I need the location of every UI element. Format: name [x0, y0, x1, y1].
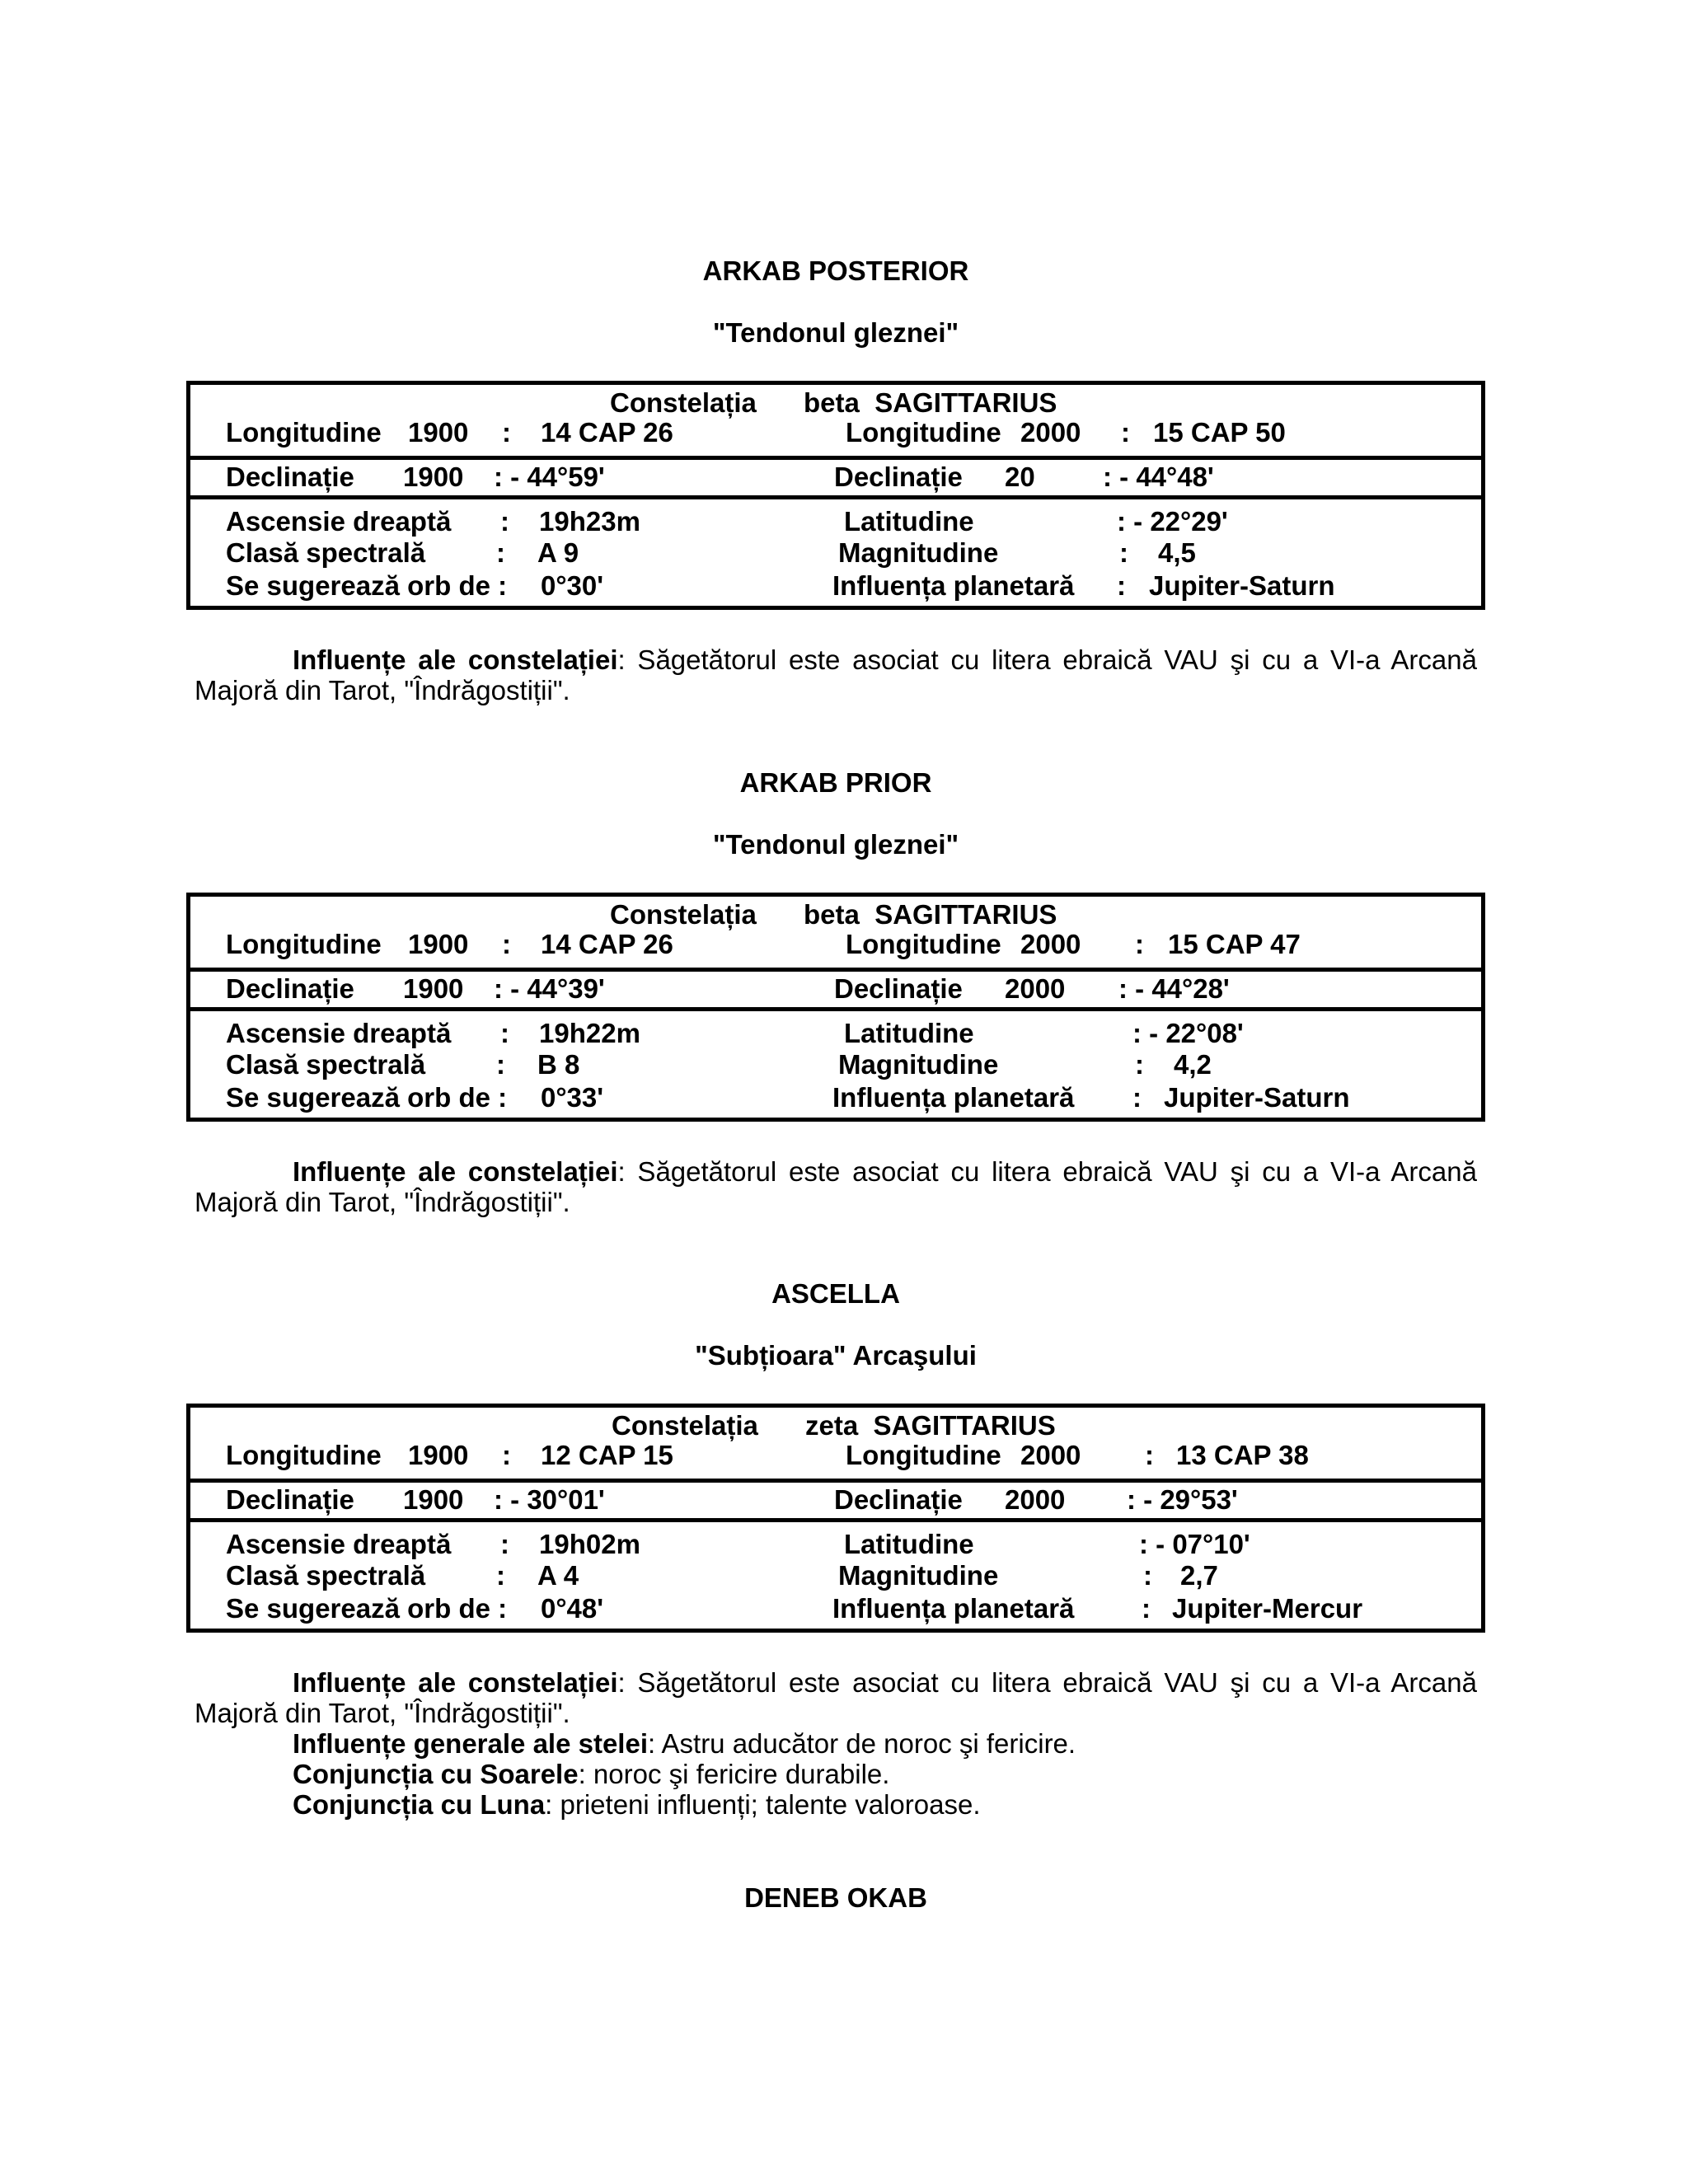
table-divider: [190, 456, 1481, 460]
constellation-value: beta SAGITTARIUS: [804, 899, 1057, 930]
constellation-label: Constelația: [612, 1410, 758, 1441]
longitude-2000-label: Longitudine: [846, 1440, 1001, 1470]
magnitude-value: 2,7: [1180, 1560, 1218, 1591]
longitude-1900-separator: :: [502, 1440, 511, 1470]
declination-1900-value: : - 44°59': [494, 462, 605, 492]
note-label: Influențe ale constelației: [293, 644, 618, 675]
right-ascension-value: 19h22m: [539, 1018, 640, 1048]
right-ascension-label: Ascensie dreaptă: [226, 1529, 452, 1559]
declination-2000-year: 20: [1005, 462, 1035, 492]
declination-2000-label: Declinație: [834, 973, 963, 1004]
note-text: : prieteni influenți; talente valoroase.: [545, 1789, 981, 1820]
magnitude-label: Magnitudine: [838, 537, 999, 568]
longitude-1900-separator: :: [502, 417, 511, 448]
spectral-class-separator: :: [496, 1560, 505, 1591]
longitude-2000-label: Longitudine: [846, 417, 1001, 448]
declination-1900-year: 1900: [403, 462, 464, 492]
table-divider: [190, 1007, 1481, 1011]
right-ascension-value: 19h23m: [539, 506, 640, 537]
planetary-influence-separator: :: [1117, 570, 1126, 601]
magnitude-value: 4,2: [1174, 1049, 1212, 1080]
star-notes: [195, 1156, 1477, 1217]
declination-2000-label: Declinație: [834, 1484, 963, 1515]
planetary-influence-label: Influența planetară: [832, 1593, 1075, 1624]
right-ascension-value: 19h02m: [539, 1529, 640, 1559]
planetary-influence-value: Jupiter-Saturn: [1149, 570, 1335, 601]
longitude-1900-separator: :: [502, 929, 511, 959]
latitude-label: Latitudine: [844, 1529, 974, 1559]
spectral-class-label: Clasă spectrală: [226, 537, 426, 568]
right-ascension-separator: :: [500, 1529, 509, 1559]
longitude-1900-year: 1900: [408, 417, 469, 448]
constellation-value: zeta SAGITTARIUS: [805, 1410, 1056, 1441]
spectral-class-label: Clasă spectrală: [226, 1049, 426, 1080]
longitude-1900-value: 14 CAP 26: [541, 929, 673, 959]
orb-label: Se sugerează orb de :: [226, 1593, 508, 1624]
magnitude-label: Magnitudine: [838, 1049, 999, 1080]
longitude-2000-label: Longitudine: [846, 929, 1001, 959]
latitude-label: Latitudine: [844, 1018, 974, 1048]
latitude-value: : - 22°29': [1117, 506, 1228, 537]
note-text: : Săgetătorul este asociat cu litera ebraică VAU şi cu a VI-a Arcană Majoră din Tarot, "Îndrăgostiții".: [195, 1667, 1477, 1728]
magnitude-separator: :: [1119, 537, 1128, 568]
declination-2000-label: Declinație: [834, 462, 963, 492]
longitude-2000-value: 13 CAP 38: [1176, 1440, 1309, 1470]
note-paragraph: [195, 1728, 1477, 1759]
star-subtitle: "Subțioara" Arcaşului: [695, 1340, 977, 1371]
spectral-class-value: B 8: [537, 1049, 580, 1080]
star-subtitle: "Tendonul gleznei": [712, 317, 959, 348]
latitude-value: : - 22°08': [1132, 1018, 1244, 1048]
declination-1900-label: Declinație: [226, 462, 354, 492]
planetary-influence-separator: :: [1132, 1082, 1142, 1113]
declination-2000-value: : - 44°48': [1103, 462, 1214, 492]
longitude-1900-label: Longitudine: [226, 1440, 382, 1470]
declination-1900-year: 1900: [403, 1484, 464, 1515]
magnitude-separator: :: [1135, 1049, 1144, 1080]
spectral-class-separator: :: [496, 1049, 505, 1080]
star-title: ARKAB PRIOR: [739, 767, 932, 798]
constellation-label: Constelația: [610, 387, 757, 418]
declination-2000-value: : - 29°53': [1127, 1484, 1238, 1515]
orb-label: Se sugerează orb de :: [226, 1082, 508, 1113]
declination-2000-year: 2000: [1005, 973, 1066, 1004]
longitude-1900-year: 1900: [408, 1440, 469, 1470]
note-paragraph: [195, 1156, 1477, 1217]
constellation-value: beta SAGITTARIUS: [804, 387, 1057, 418]
note-paragraph: [195, 1789, 1477, 1820]
table-divider: [190, 1518, 1481, 1522]
declination-1900-value: : - 44°39': [494, 973, 605, 1004]
note-text: : Astru aducător de noroc şi fericire.: [648, 1728, 1076, 1759]
table-divider: [190, 495, 1481, 499]
spectral-class-separator: :: [496, 537, 505, 568]
note-paragraph: [195, 644, 1477, 705]
longitude-2000-year: 2000: [1020, 417, 1081, 448]
star-subtitle: "Tendonul gleznei": [712, 829, 959, 860]
planetary-influence-value: Jupiter-Mercur: [1172, 1593, 1363, 1624]
longitude-1900-year: 1900: [408, 929, 469, 959]
table-divider: [190, 1479, 1481, 1483]
note-label: Influențe ale constelației: [293, 1156, 618, 1187]
star-notes: [195, 644, 1477, 705]
declination-2000-year: 2000: [1005, 1484, 1066, 1515]
star-notes: [195, 1667, 1477, 1820]
planetary-influence-value: Jupiter-Saturn: [1164, 1082, 1350, 1113]
declination-1900-value: : - 30°01': [494, 1484, 605, 1515]
right-ascension-separator: :: [500, 506, 509, 537]
longitude-1900-label: Longitudine: [226, 929, 382, 959]
longitude-1900-value: 12 CAP 15: [541, 1440, 673, 1470]
right-ascension-label: Ascensie dreaptă: [226, 1018, 452, 1048]
constellation-label: Constelația: [610, 899, 757, 930]
note-label: Influențe generale ale stelei: [293, 1728, 648, 1759]
note-paragraph: [195, 1667, 1477, 1728]
right-ascension-separator: :: [500, 1018, 509, 1048]
latitude-label: Latitudine: [844, 506, 974, 537]
star-title-deneb-okab: DENEB OKAB: [744, 1882, 927, 1913]
longitude-2000-value: 15 CAP 47: [1168, 929, 1301, 959]
note-label: Conjuncția cu Luna: [293, 1789, 546, 1820]
magnitude-label: Magnitudine: [838, 1560, 999, 1591]
spectral-class-value: A 9: [537, 537, 579, 568]
declination-1900-label: Declinație: [226, 973, 354, 1004]
declination-1900-label: Declinație: [226, 1484, 354, 1515]
longitude-1900-value: 14 CAP 26: [541, 417, 673, 448]
note-label: Conjuncția cu Soarele: [293, 1759, 579, 1789]
magnitude-separator: :: [1143, 1560, 1152, 1591]
note-label: Influențe ale constelației: [293, 1667, 618, 1698]
declination-1900-year: 1900: [403, 973, 464, 1004]
star-title: ASCELLA: [771, 1278, 900, 1309]
latitude-value: : - 07°10': [1139, 1529, 1250, 1559]
longitude-2000-year: 2000: [1020, 929, 1081, 959]
planetary-influence-separator: :: [1142, 1593, 1151, 1624]
planetary-influence-label: Influența planetară: [832, 570, 1075, 601]
note-text: : Săgetătorul este asociat cu litera ebraică VAU şi cu a VI-a Arcană Majoră din Tarot, "Îndrăgostiții".: [195, 1156, 1477, 1217]
planetary-influence-label: Influența planetară: [832, 1082, 1075, 1113]
longitude-1900-label: Longitudine: [226, 417, 382, 448]
spectral-class-label: Clasă spectrală: [226, 1560, 426, 1591]
orb-value: 0°48': [541, 1593, 604, 1624]
orb-value: 0°33': [541, 1082, 604, 1113]
table-divider: [190, 968, 1481, 972]
longitude-2000-separator: :: [1135, 929, 1144, 959]
note-paragraph: [195, 1759, 1477, 1789]
longitude-2000-value: 15 CAP 50: [1153, 417, 1286, 448]
orb-value: 0°30': [541, 570, 604, 601]
longitude-2000-separator: :: [1145, 1440, 1154, 1470]
magnitude-value: 4,5: [1158, 537, 1196, 568]
declination-2000-value: : - 44°28': [1118, 973, 1230, 1004]
longitude-2000-separator: :: [1121, 417, 1130, 448]
longitude-2000-year: 2000: [1020, 1440, 1081, 1470]
note-text: : noroc şi fericire durabile.: [578, 1759, 890, 1789]
star-title: ARKAB POSTERIOR: [702, 255, 969, 286]
note-text: : Săgetătorul este asociat cu litera ebraică VAU şi cu a VI-a Arcană Majoră din Tarot, "Îndrăgostiții".: [195, 644, 1477, 705]
spectral-class-value: A 4: [537, 1560, 579, 1591]
orb-label: Se sugerează orb de :: [226, 570, 508, 601]
right-ascension-label: Ascensie dreaptă: [226, 506, 452, 537]
